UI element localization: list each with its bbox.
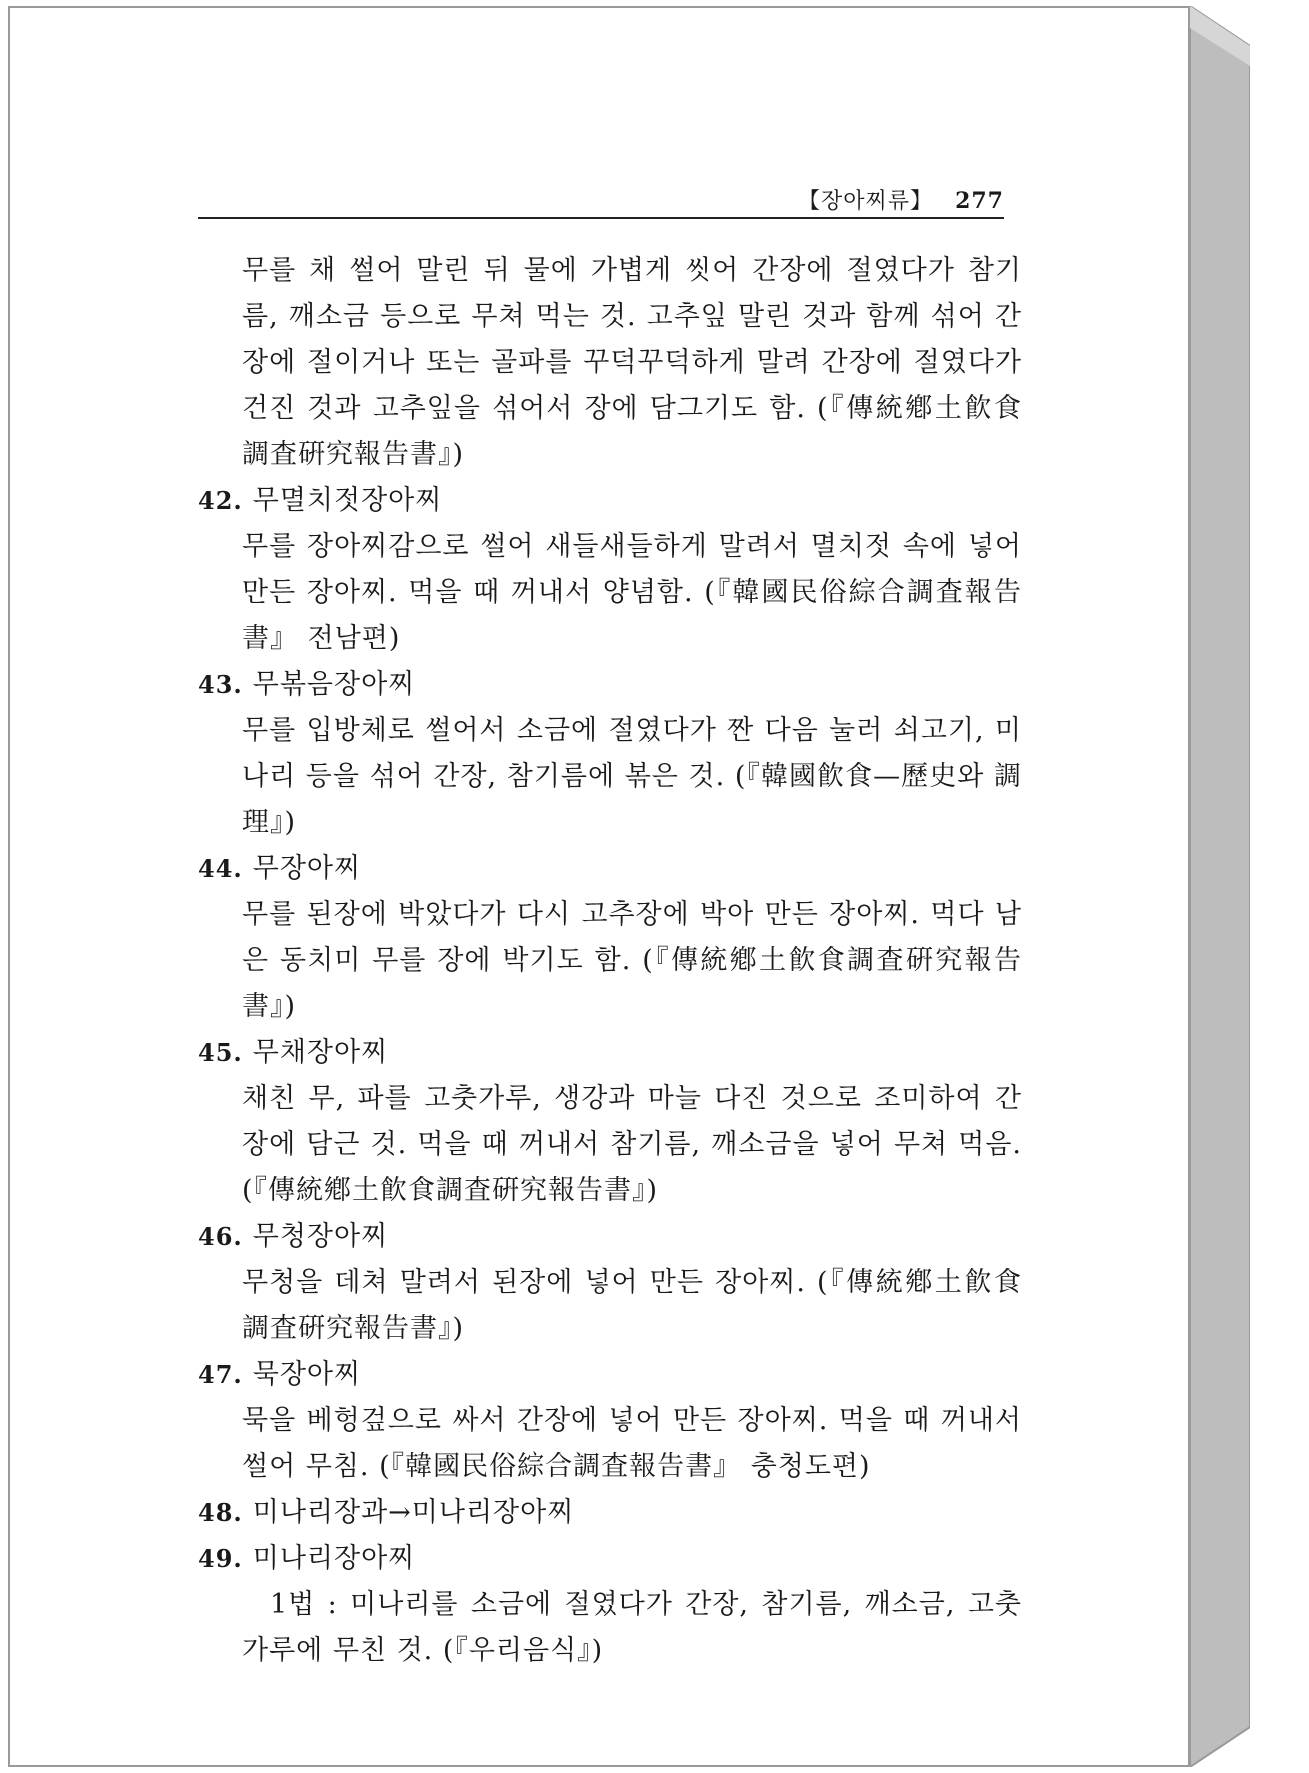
entry-heading: [198, 1214, 1018, 1260]
entry-number: 43.: [198, 670, 243, 699]
entry-definition: 채친 무, 파를 고춧가루, 생강과 마늘 다진 것으로 조미하여 간장에 담근 것. 먹을 때 꺼내서 참기름, 깨소금을 넣어 무쳐 먹음. (『傳統鄕土飮食調査硏究報告書』): [242, 1083, 1022, 1206]
entry-definition: 무를 입방체로 썰어서 소금에 절였다가 짠 다음 눌러 쇠고기, 미나리 등을 섞어 간장, 참기름에 볶은 것. (『韓國飮食—歷史와 調理』): [242, 715, 1022, 838]
method-label: 1법 :: [270, 1589, 338, 1620]
book-spine-edge: [1190, 6, 1250, 1767]
entry-heading: [198, 1490, 1018, 1536]
entry-number: 49.: [198, 1544, 243, 1573]
page-number: 277: [955, 188, 1004, 214]
entry-title: 무볶음장아찌: [252, 669, 416, 700]
running-head: [198, 184, 1004, 215]
entry-41-continuation: 무를 채 썰어 말린 뒤 물에 가볍게 씻어 간장에 절였다가 참기름, 깨소금 등으로 무쳐 먹는 것. 고추잎 말린 것과 함께 섞어 간장에 절이거나 또는 골파를 꾸덕꾸덕하게 말려 간장에 절였다가 건진 것과 고추잎을 섞어서 장에 담그기도 함. (『傳統鄕土飮食調査硏究報告書』): [242, 255, 1022, 470]
entry-number: 48.: [198, 1498, 243, 1527]
entry-heading: [198, 478, 1018, 524]
entry-title: 미나리장아찌: [252, 1543, 416, 1574]
entry-43: [198, 662, 1022, 846]
entry-45: [198, 1030, 1022, 1214]
entry-title: 무채장아찌: [252, 1037, 389, 1068]
entry-number: 42.: [198, 486, 243, 515]
entry-definition: 무를 된장에 박았다가 다시 고추장에 박아 만든 장아찌. 먹다 남은 동치미 무를 장에 박기도 함. (『傳統鄕土飮食調査硏究報告書』): [242, 899, 1022, 1022]
entry-definition: 묵을 베헝겊으로 싸서 간장에 넣어 만든 장아찌. 먹을 때 꺼내서 썰어 무침. (『韓國民俗綜合調査報告書』 충청도편): [242, 1405, 1022, 1482]
method-text: 미나리를 소금에 절였다가 간장, 참기름, 깨소금, 고춧가루에 무친 것. (『우리음식』): [242, 1589, 1022, 1666]
entry-47: [198, 1352, 1022, 1490]
entry-heading: [198, 1352, 1018, 1398]
entry-heading: [198, 846, 1018, 892]
entry-42: [198, 478, 1022, 662]
entry-title: 미나리장과→미나리장아찌: [252, 1497, 575, 1528]
entry-heading: [198, 1536, 1018, 1582]
entry-heading: [198, 662, 1018, 708]
entry-definition: 무청을 데쳐 말려서 된장에 넣어 만든 장아찌. (『傳統鄕土飮食調査硏究報告書』): [242, 1267, 1022, 1344]
entry-definition: 무를 장아찌감으로 썰어 새들새들하게 말려서 멸치젓 속에 넣어 만든 장아찌. 먹을 때 꺼내서 양념함. (『韓國民俗綜合調査報告書』 전남편): [242, 531, 1022, 654]
entry-method-1: [242, 1582, 1022, 1674]
entry-49: [198, 1536, 1022, 1674]
header-rule: [198, 217, 1004, 219]
entry-title: 무장아찌: [252, 853, 362, 884]
entry-46: [198, 1214, 1022, 1352]
entry-44: [198, 846, 1022, 1030]
running-head-section: 【장아찌류】: [798, 189, 934, 214]
entry-48: [198, 1490, 1018, 1536]
entry-number: 45.: [198, 1038, 243, 1067]
page-content: [10, 8, 1192, 1769]
dictionary-body: [198, 248, 1022, 1674]
entry-heading: [198, 1030, 1018, 1076]
entry-number: 44.: [198, 854, 243, 883]
entry-number: 46.: [198, 1222, 243, 1251]
entry-number: 47.: [198, 1360, 243, 1389]
entry-title: 무청장아찌: [252, 1221, 389, 1252]
entry-title: 무멸치젓장아찌: [252, 485, 443, 516]
entry-title: 묵장아찌: [252, 1359, 362, 1390]
document-page: [8, 6, 1190, 1767]
